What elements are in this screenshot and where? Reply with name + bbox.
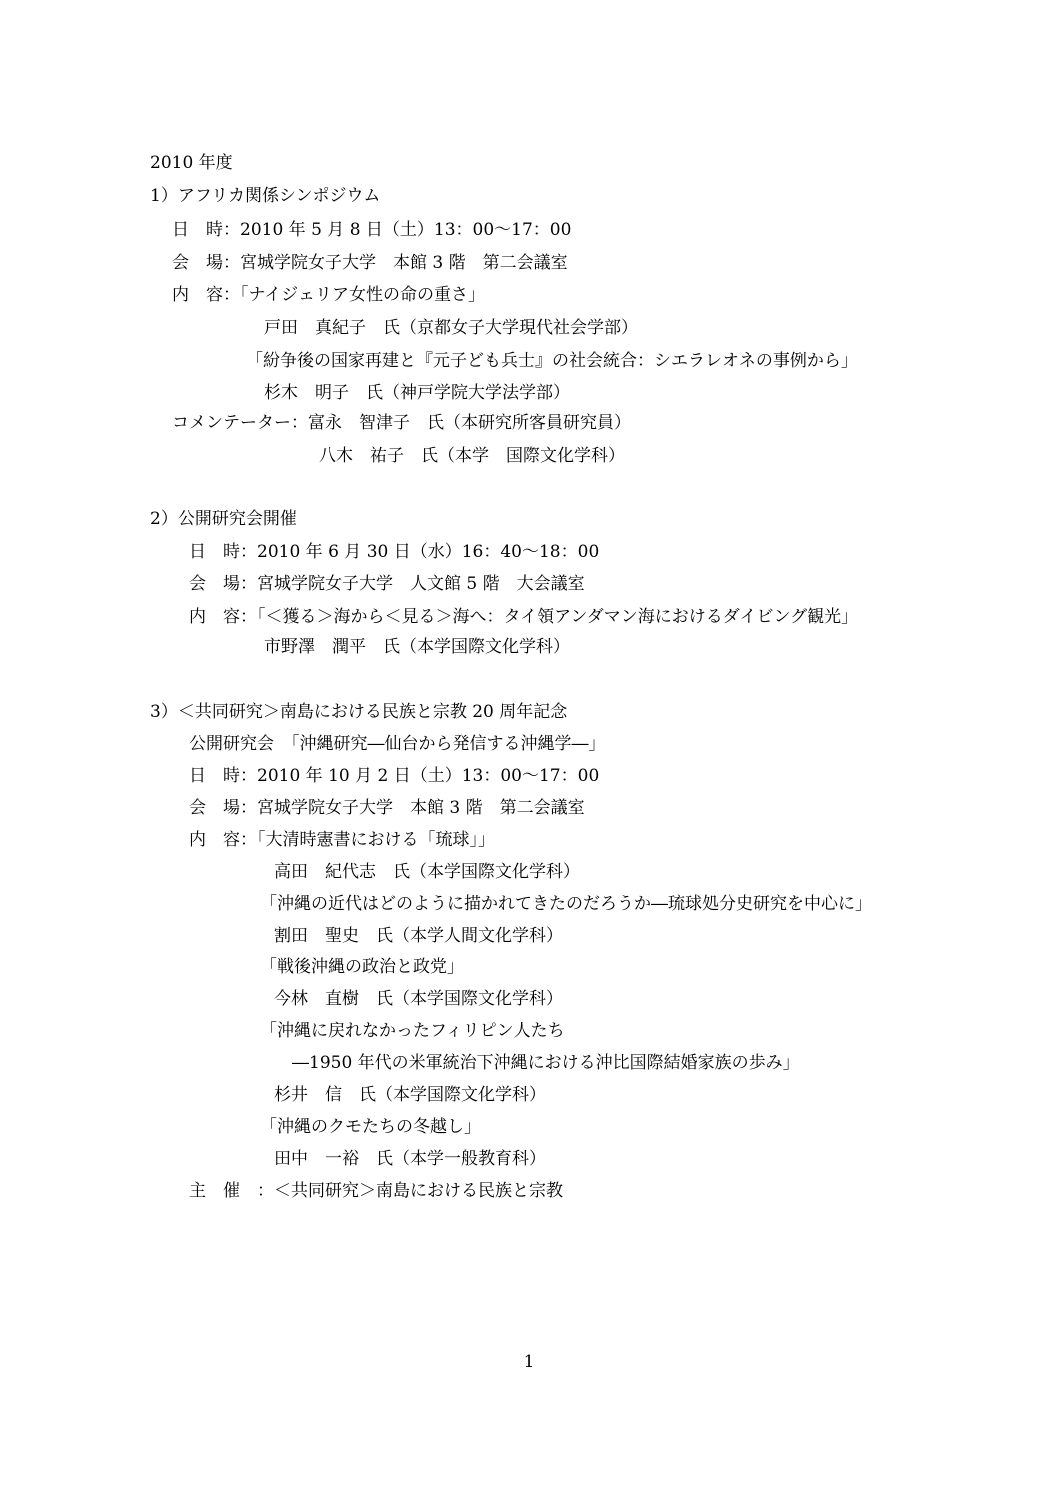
section-3-speaker: 高田 紀代志 氏（本学国際文化学科） — [274, 862, 580, 882]
section-3-talk-continued: ―1950 年代の米軍統治下沖縄における沖比国際結婚家族の歩み」 — [292, 1053, 800, 1073]
section-1-content: 内 容：「ナイジェリア女性の命の重さ」 — [172, 285, 485, 305]
section-1-speaker: 杉木 明子 氏（神戸学院大学法学部） — [264, 383, 570, 403]
section-1-title: 1）アフリカ関係シンポジウム — [150, 186, 381, 206]
section-3-content: 内 容：「大清時憲書における「琉球」」 — [189, 830, 495, 850]
section-1-talk: 「紛争後の国家再建と『元子ども兵士』の社会統合：シエラレオネの事例から」 — [246, 351, 858, 371]
section-1-venue: 会 場：宮城学院女子大学 本館 3 階 第二会議室 — [172, 253, 568, 273]
section-3-talk: 「沖縄の近代はどのように描かれてきたのだろうか―琉球処分史研究を中心に」 — [260, 894, 872, 914]
section-3-speaker: 田中 一裕 氏（本学一般教育科） — [274, 1149, 546, 1169]
section-1-commentator: コメンテーター：富永 智津子 氏（本研究所客員研究員） — [172, 413, 631, 433]
section-2-content: 内 容：「＜獲る＞海から＜見る＞海へ：タイ領アンダマン海におけるダイビング観光」 — [189, 607, 859, 627]
section-3-date: 日 時：2010 年 10 月 2 日（土）13：00～17：00 — [189, 766, 600, 786]
page-number: 1 — [523, 1352, 535, 1372]
section-1-date: 日 時：2010 年 5 月 8 日（土）13：00～17：00 — [172, 220, 572, 240]
section-2-venue: 会 場：宮城学院女子大学 人文館 5 階 大会議室 — [189, 574, 585, 594]
section-2-date: 日 時：2010 年 6 月 30 日（水）16：40～18：00 — [189, 542, 600, 562]
section-2-speaker: 市野澤 潤平 氏（本学国際文化学科） — [264, 637, 570, 657]
section-3-talk: 「沖縄に戻れなかったフィリピン人たち — [260, 1021, 565, 1041]
year-heading: 2010 年度 — [150, 153, 233, 173]
section-3-speaker: 杉井 信 氏（本学国際文化学科） — [274, 1085, 546, 1105]
section-2-title: 2）公開研究会開催 — [150, 509, 297, 529]
section-3-talk: 「戦後沖縄の政治と政党」 — [260, 957, 464, 977]
section-3-speaker: 今林 直樹 氏（本学国際文化学科） — [274, 989, 563, 1009]
section-3-subtitle: 公開研究会 「沖縄研究―仙台から発信する沖縄学―」 — [189, 734, 606, 754]
section-3-organizer: 主 催 ：＜共同研究＞南島における民族と宗教 — [189, 1181, 563, 1201]
section-3-venue: 会 場：宮城学院女子大学 本館 3 階 第二会議室 — [189, 798, 585, 818]
section-3-talk: 「沖縄のクモたちの冬越し」 — [260, 1117, 481, 1137]
section-1-commentator: 八木 祐子 氏（本学 国際文化学科） — [319, 446, 625, 466]
section-3-speaker: 割田 聖史 氏（本学人間文化学科） — [274, 926, 563, 946]
section-3-title: 3）＜共同研究＞南島における民族と宗教 20 周年記念 — [150, 702, 568, 722]
section-1-speaker: 戸田 真紀子 氏（京都女子大学現代社会学部） — [264, 318, 638, 338]
